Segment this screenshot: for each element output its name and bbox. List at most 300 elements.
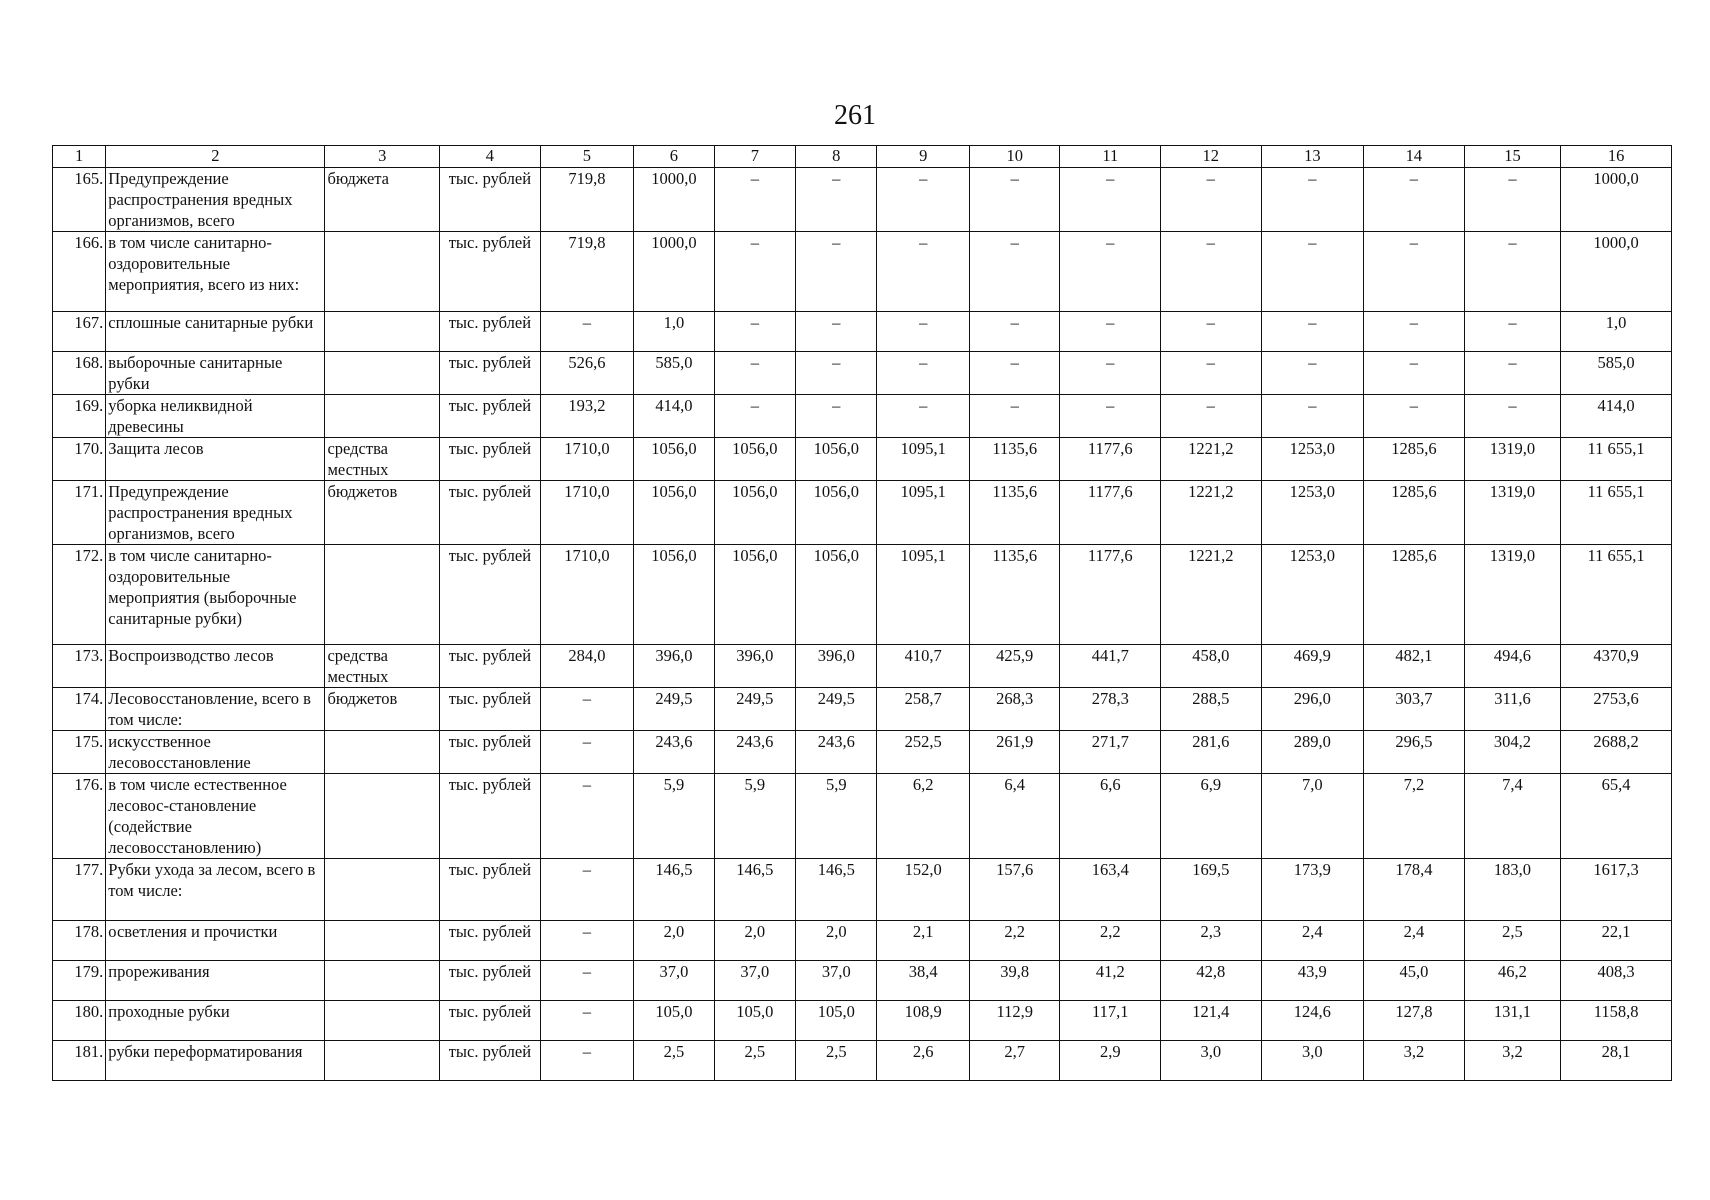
value-cell: –	[540, 1001, 634, 1041]
value-cell: 2,5	[796, 1041, 877, 1081]
column-header: 11	[1060, 146, 1161, 168]
value-cell: 193,2	[540, 395, 634, 438]
funding-source	[325, 921, 440, 961]
value-cell: –	[1161, 232, 1262, 312]
value-cell: –	[540, 1041, 634, 1081]
value-cell: 249,5	[714, 688, 795, 731]
data-table	[52, 145, 1672, 1081]
value-cell: 5,9	[634, 774, 714, 859]
value-cell: 173,9	[1261, 859, 1364, 921]
value-cell: –	[969, 395, 1060, 438]
row-name: Предупреждение распространения вредных организмов, всего	[106, 481, 325, 545]
value-cell: 11 655,1	[1561, 545, 1672, 645]
value-cell: 249,5	[634, 688, 714, 731]
value-cell: 278,3	[1060, 688, 1161, 731]
unit-cell: тыс. рублей	[440, 312, 541, 352]
value-cell: 1177,6	[1060, 545, 1161, 645]
unit-cell: тыс. рублей	[440, 859, 541, 921]
value-cell: 296,5	[1364, 731, 1465, 774]
value-cell: 108,9	[877, 1001, 970, 1041]
value-cell: –	[877, 395, 970, 438]
row-name: искусственное лесовосстановление	[106, 731, 325, 774]
value-cell: –	[969, 168, 1060, 232]
table-row	[53, 352, 1672, 395]
value-cell: 117,1	[1060, 1001, 1161, 1041]
value-cell: 249,5	[796, 688, 877, 731]
value-cell: –	[1464, 395, 1561, 438]
table-row	[53, 921, 1672, 961]
table-row	[53, 545, 1672, 645]
row-name: выборочные санитарные рубки	[106, 352, 325, 395]
value-cell: 252,5	[877, 731, 970, 774]
value-cell: –	[540, 921, 634, 961]
value-cell: 183,0	[1464, 859, 1561, 921]
row-number: 165.	[53, 168, 106, 232]
value-cell: 268,3	[969, 688, 1060, 731]
row-name: проходные рубки	[106, 1001, 325, 1041]
value-cell: –	[1364, 312, 1465, 352]
funding-source: бюджетов	[325, 688, 440, 731]
value-cell: 1221,2	[1161, 481, 1262, 545]
value-cell: –	[540, 688, 634, 731]
value-cell: 2,0	[714, 921, 795, 961]
value-cell: 1056,0	[714, 545, 795, 645]
row-name: Рубки ухода за лесом, всего в том числе:	[106, 859, 325, 921]
value-cell: 2,2	[969, 921, 1060, 961]
value-cell: 2753,6	[1561, 688, 1672, 731]
value-cell: 3,2	[1364, 1041, 1465, 1081]
value-cell: 1056,0	[796, 545, 877, 645]
funding-source	[325, 859, 440, 921]
value-cell: 41,2	[1060, 961, 1161, 1001]
value-cell: 243,6	[714, 731, 795, 774]
value-cell: 410,7	[877, 645, 970, 688]
value-cell: –	[714, 168, 795, 232]
value-cell: 1056,0	[634, 545, 714, 645]
value-cell: –	[1060, 168, 1161, 232]
unit-cell: тыс. рублей	[440, 168, 541, 232]
value-cell: 2,5	[634, 1041, 714, 1081]
page-number: 261	[834, 100, 876, 131]
value-cell: –	[1261, 395, 1364, 438]
value-cell: 43,9	[1261, 961, 1364, 1001]
value-cell: 105,0	[634, 1001, 714, 1041]
row-number: 181.	[53, 1041, 106, 1081]
value-cell: 719,8	[540, 232, 634, 312]
value-cell: 6,4	[969, 774, 1060, 859]
value-cell: 1,0	[1561, 312, 1672, 352]
value-cell: –	[540, 312, 634, 352]
value-cell: –	[1364, 232, 1465, 312]
column-header: 2	[106, 146, 325, 168]
value-cell: 6,2	[877, 774, 970, 859]
value-cell: 39,8	[969, 961, 1060, 1001]
value-cell: –	[969, 232, 1060, 312]
value-cell: –	[540, 961, 634, 1001]
value-cell: 1177,6	[1060, 481, 1161, 545]
value-cell: 157,6	[969, 859, 1060, 921]
unit-cell: тыс. рублей	[440, 731, 541, 774]
value-cell: 1056,0	[796, 438, 877, 481]
value-cell: 303,7	[1364, 688, 1465, 731]
row-number: 178.	[53, 921, 106, 961]
unit-cell: тыс. рублей	[440, 395, 541, 438]
table-row	[53, 168, 1672, 232]
value-cell: 414,0	[634, 395, 714, 438]
value-cell: –	[540, 859, 634, 921]
value-cell: –	[714, 395, 795, 438]
row-number: 166.	[53, 232, 106, 312]
value-cell: 42,8	[1161, 961, 1262, 1001]
row-number: 180.	[53, 1001, 106, 1041]
row-number: 172.	[53, 545, 106, 645]
value-cell: –	[796, 352, 877, 395]
value-cell: 38,4	[877, 961, 970, 1001]
value-cell: 1000,0	[634, 168, 714, 232]
value-cell: 2,4	[1261, 921, 1364, 961]
funding-source	[325, 774, 440, 859]
value-cell: 3,0	[1261, 1041, 1364, 1081]
column-header: 10	[969, 146, 1060, 168]
funding-source	[325, 312, 440, 352]
column-header: 12	[1161, 146, 1262, 168]
value-cell: 1,0	[634, 312, 714, 352]
column-header: 16	[1561, 146, 1672, 168]
value-cell: 45,0	[1364, 961, 1465, 1001]
value-cell: 469,9	[1261, 645, 1364, 688]
value-cell: –	[1261, 352, 1364, 395]
value-cell: 146,5	[714, 859, 795, 921]
value-cell: 1285,6	[1364, 438, 1465, 481]
value-cell: 243,6	[796, 731, 877, 774]
value-cell: –	[877, 168, 970, 232]
unit-cell: тыс. рублей	[440, 688, 541, 731]
funding-source: бюджета	[325, 168, 440, 232]
value-cell: 105,0	[714, 1001, 795, 1041]
table-body	[53, 168, 1672, 1081]
value-cell: 7,4	[1464, 774, 1561, 859]
value-cell: 288,5	[1161, 688, 1262, 731]
value-cell: –	[1464, 168, 1561, 232]
value-cell: 1710,0	[540, 438, 634, 481]
value-cell: 1319,0	[1464, 438, 1561, 481]
value-cell: 441,7	[1060, 645, 1161, 688]
value-cell: 1056,0	[634, 481, 714, 545]
unit-cell: тыс. рублей	[440, 545, 541, 645]
value-cell: 1285,6	[1364, 481, 1465, 545]
table-row	[53, 438, 1672, 481]
value-cell: 1056,0	[634, 438, 714, 481]
value-cell: –	[796, 232, 877, 312]
value-cell: 284,0	[540, 645, 634, 688]
column-header: 15	[1464, 146, 1561, 168]
row-number: 176.	[53, 774, 106, 859]
value-cell: –	[1464, 352, 1561, 395]
value-cell: 6,6	[1060, 774, 1161, 859]
value-cell: 2,2	[1060, 921, 1161, 961]
unit-cell: тыс. рублей	[440, 961, 541, 1001]
row-name: Предупреждение распространения вредных организмов, всего	[106, 168, 325, 232]
value-cell: –	[796, 168, 877, 232]
value-cell: 146,5	[796, 859, 877, 921]
value-cell: 1056,0	[796, 481, 877, 545]
value-cell: –	[1261, 168, 1364, 232]
funding-source	[325, 545, 440, 645]
value-cell: 1000,0	[634, 232, 714, 312]
column-header: 6	[634, 146, 714, 168]
value-cell: 1177,6	[1060, 438, 1161, 481]
value-cell: 65,4	[1561, 774, 1672, 859]
table-row	[53, 731, 1672, 774]
row-name: в том числе санитарно-оздоровительные мероприятия, всего из них:	[106, 232, 325, 312]
row-name: в том числе санитарно-оздоровительные мероприятия (выборочные санитарные рубки)	[106, 545, 325, 645]
value-cell: 258,7	[877, 688, 970, 731]
value-cell: 396,0	[714, 645, 795, 688]
column-header: 13	[1261, 146, 1364, 168]
value-cell: 2,1	[877, 921, 970, 961]
table-row	[53, 1001, 1672, 1041]
value-cell: 2,6	[877, 1041, 970, 1081]
row-name: рубки переформатирования	[106, 1041, 325, 1081]
value-cell: 585,0	[634, 352, 714, 395]
row-number: 169.	[53, 395, 106, 438]
value-cell: 152,0	[877, 859, 970, 921]
value-cell: 1253,0	[1261, 545, 1364, 645]
column-header: 9	[877, 146, 970, 168]
column-header: 4	[440, 146, 541, 168]
value-cell: 1095,1	[877, 481, 970, 545]
value-cell: 3,2	[1464, 1041, 1561, 1081]
column-header: 7	[714, 146, 795, 168]
value-cell: –	[877, 352, 970, 395]
value-cell: 1056,0	[714, 481, 795, 545]
value-cell: 146,5	[634, 859, 714, 921]
value-cell: –	[1161, 395, 1262, 438]
value-cell: 1617,3	[1561, 859, 1672, 921]
column-header: 14	[1364, 146, 1465, 168]
value-cell: 271,7	[1060, 731, 1161, 774]
row-number: 170.	[53, 438, 106, 481]
column-header: 1	[53, 146, 106, 168]
value-cell: 37,0	[796, 961, 877, 1001]
value-cell: –	[1364, 352, 1465, 395]
value-cell: 396,0	[796, 645, 877, 688]
value-cell: –	[1261, 232, 1364, 312]
value-cell: 2,7	[969, 1041, 1060, 1081]
unit-cell: тыс. рублей	[440, 1001, 541, 1041]
column-header: 8	[796, 146, 877, 168]
value-cell: –	[1161, 352, 1262, 395]
value-cell: –	[796, 395, 877, 438]
funding-source: средства местных	[325, 645, 440, 688]
row-number: 174.	[53, 688, 106, 731]
value-cell: 1221,2	[1161, 438, 1262, 481]
value-cell: 408,3	[1561, 961, 1672, 1001]
value-cell: –	[969, 312, 1060, 352]
value-cell: 2,3	[1161, 921, 1262, 961]
value-cell: 37,0	[634, 961, 714, 1001]
value-cell: 1319,0	[1464, 545, 1561, 645]
value-cell: 112,9	[969, 1001, 1060, 1041]
value-cell: 5,9	[714, 774, 795, 859]
row-number: 167.	[53, 312, 106, 352]
funding-source	[325, 395, 440, 438]
row-number: 173.	[53, 645, 106, 688]
value-cell: 1095,1	[877, 438, 970, 481]
value-cell: 1253,0	[1261, 481, 1364, 545]
value-cell: –	[714, 232, 795, 312]
value-cell: 2,4	[1364, 921, 1465, 961]
value-cell: 105,0	[796, 1001, 877, 1041]
row-name: уборка неликвидной древесины	[106, 395, 325, 438]
table-row	[53, 312, 1672, 352]
value-cell: –	[1364, 168, 1465, 232]
value-cell: 414,0	[1561, 395, 1672, 438]
unit-cell: тыс. рублей	[440, 645, 541, 688]
value-cell: 1056,0	[714, 438, 795, 481]
value-cell: –	[1464, 232, 1561, 312]
table-row	[53, 774, 1672, 859]
unit-cell: тыс. рублей	[440, 481, 541, 545]
funding-source	[325, 352, 440, 395]
value-cell: 719,8	[540, 168, 634, 232]
value-cell: 585,0	[1561, 352, 1672, 395]
value-cell: 1319,0	[1464, 481, 1561, 545]
value-cell: –	[540, 774, 634, 859]
value-cell: 163,4	[1060, 859, 1161, 921]
value-cell: 526,6	[540, 352, 634, 395]
table-row	[53, 232, 1672, 312]
value-cell: –	[714, 312, 795, 352]
value-cell: 425,9	[969, 645, 1060, 688]
table-row	[53, 481, 1672, 545]
value-cell: 6,9	[1161, 774, 1262, 859]
value-cell: 4370,9	[1561, 645, 1672, 688]
funding-source	[325, 961, 440, 1001]
value-cell: 396,0	[634, 645, 714, 688]
row-name: прореживания	[106, 961, 325, 1001]
row-name: Лесовосстановление, всего в том числе:	[106, 688, 325, 731]
value-cell: 2688,2	[1561, 731, 1672, 774]
funding-source	[325, 1041, 440, 1081]
value-cell: –	[1464, 312, 1561, 352]
column-header: 3	[325, 146, 440, 168]
value-cell: 46,2	[1464, 961, 1561, 1001]
row-name: сплошные санитарные рубки	[106, 312, 325, 352]
table-row	[53, 645, 1672, 688]
value-cell: 7,0	[1261, 774, 1364, 859]
unit-cell: тыс. рублей	[440, 774, 541, 859]
row-number: 171.	[53, 481, 106, 545]
funding-source	[325, 1001, 440, 1041]
value-cell: –	[540, 731, 634, 774]
unit-cell: тыс. рублей	[440, 232, 541, 312]
value-cell: 11 655,1	[1561, 438, 1672, 481]
value-cell: 243,6	[634, 731, 714, 774]
value-cell: 178,4	[1364, 859, 1465, 921]
value-cell: –	[1364, 395, 1465, 438]
row-number: 177.	[53, 859, 106, 921]
value-cell: 482,1	[1364, 645, 1465, 688]
value-cell: 2,5	[714, 1041, 795, 1081]
value-cell: 1000,0	[1561, 168, 1672, 232]
value-cell: –	[877, 312, 970, 352]
value-cell: 1158,8	[1561, 1001, 1672, 1041]
value-cell: 1710,0	[540, 481, 634, 545]
value-cell: 281,6	[1161, 731, 1262, 774]
value-cell: 494,6	[1464, 645, 1561, 688]
row-number: 168.	[53, 352, 106, 395]
value-cell: –	[1060, 352, 1161, 395]
value-cell: 2,0	[796, 921, 877, 961]
value-cell: 1710,0	[540, 545, 634, 645]
value-cell: 11 655,1	[1561, 481, 1672, 545]
value-cell: 1253,0	[1261, 438, 1364, 481]
funding-source	[325, 232, 440, 312]
value-cell: –	[796, 312, 877, 352]
table-row	[53, 961, 1672, 1001]
value-cell: 1135,6	[969, 545, 1060, 645]
value-cell: –	[1261, 312, 1364, 352]
unit-cell: тыс. рублей	[440, 1041, 541, 1081]
value-cell: 1221,2	[1161, 545, 1262, 645]
table-row	[53, 395, 1672, 438]
funding-source	[325, 731, 440, 774]
value-cell: 37,0	[714, 961, 795, 1001]
value-cell: –	[714, 352, 795, 395]
funding-source: бюджетов	[325, 481, 440, 545]
value-cell: 2,5	[1464, 921, 1561, 961]
value-cell: 1000,0	[1561, 232, 1672, 312]
value-cell: 127,8	[1364, 1001, 1465, 1041]
table-row	[53, 688, 1672, 731]
value-cell: 458,0	[1161, 645, 1262, 688]
value-cell: 2,9	[1060, 1041, 1161, 1081]
header-row	[53, 146, 1672, 168]
value-cell: –	[1161, 168, 1262, 232]
funding-source: средства местных	[325, 438, 440, 481]
value-cell: –	[877, 232, 970, 312]
column-header: 5	[540, 146, 634, 168]
value-cell: 296,0	[1261, 688, 1364, 731]
unit-cell: тыс. рублей	[440, 352, 541, 395]
row-number: 175.	[53, 731, 106, 774]
value-cell: 22,1	[1561, 921, 1672, 961]
value-cell: 28,1	[1561, 1041, 1672, 1081]
value-cell: 3,0	[1161, 1041, 1262, 1081]
value-cell: 169,5	[1161, 859, 1262, 921]
value-cell: 311,6	[1464, 688, 1561, 731]
table-row	[53, 859, 1672, 921]
value-cell: –	[1161, 312, 1262, 352]
value-cell: 261,9	[969, 731, 1060, 774]
value-cell: 131,1	[1464, 1001, 1561, 1041]
row-number: 179.	[53, 961, 106, 1001]
value-cell: 5,9	[796, 774, 877, 859]
table-row	[53, 1041, 1672, 1081]
value-cell: 121,4	[1161, 1001, 1262, 1041]
value-cell: –	[969, 352, 1060, 395]
value-cell: 1285,6	[1364, 545, 1465, 645]
value-cell: –	[1060, 312, 1161, 352]
unit-cell: тыс. рублей	[440, 921, 541, 961]
value-cell: 1135,6	[969, 481, 1060, 545]
value-cell: 304,2	[1464, 731, 1561, 774]
value-cell: 1095,1	[877, 545, 970, 645]
row-name: Воспроизводство лесов	[106, 645, 325, 688]
row-name: Защита лесов	[106, 438, 325, 481]
value-cell: 2,0	[634, 921, 714, 961]
